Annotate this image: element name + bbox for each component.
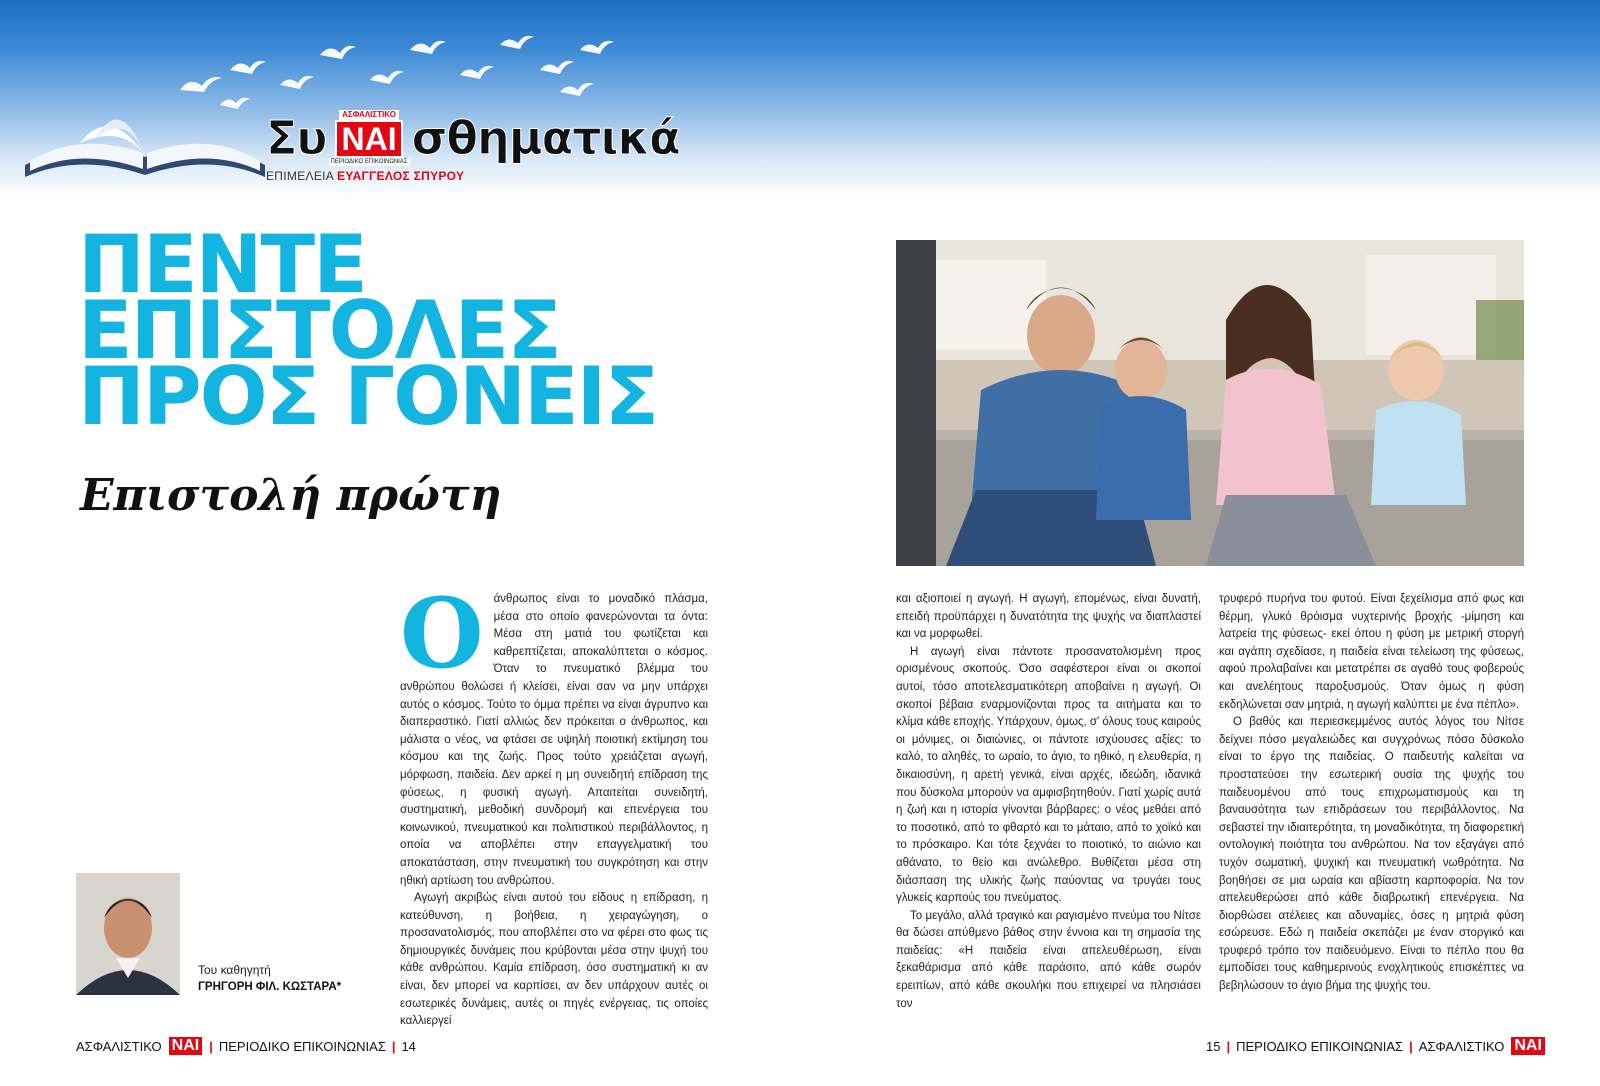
- magazine-header: [0, 0, 700, 200]
- footer-separator: |: [391, 1038, 396, 1054]
- brand-suffix: σθηματικά: [411, 111, 680, 165]
- author-name: ΓΡΗΓΟΡΗ ΦΙΛ. ΚΩΣΤΑΡΑ*: [198, 981, 342, 993]
- article-column-3: [1219, 591, 1524, 996]
- editor-name: ΕΥΑΓΓΕΛΟΣ ΣΠΥΡΟΥ: [337, 169, 465, 183]
- paragraph: και αξιοποιεί η αγωγή. Η αγωγή, επομένως, είναι δυνατή, επειδή προϋπάρχει η δυνατότητα της ψυχής να διαπλαστεί και να μορφωθεί.: [896, 593, 1201, 641]
- page-number: 15: [1206, 1038, 1221, 1054]
- footer-right: [1206, 1036, 1546, 1056]
- section-brand-logo: [266, 108, 680, 168]
- footer-subtitle: ΠΕΡΙΟΔΙΚΟ ΕΠΙΚΟΙΝΩΝΙΑΣ: [1236, 1038, 1404, 1054]
- paragraph: Το μεγάλο, αλλά τραγικό και ραγισμένο πνεύμα του Νίτσε θα δώσει απύθμενο βάθος στην έννοια και τη σημασία της παιδείας: «Η παιδεία είναι απελευθέρωση, είναι ξεκαθάρισμα από κάθε παράσιτο, από κάθε σωρόν ερειπίων, από κάθε σκουλήκι που επιχειρεί να πλησιάσει τον: [896, 909, 1201, 1010]
- open-book-illustration: [20, 95, 270, 190]
- author-photo: [76, 873, 180, 995]
- editor-label: ΕΠΙΜΕΛΕΙΑ: [266, 169, 334, 183]
- editor-credit: [266, 169, 464, 183]
- footer-nai-logo: [1510, 1036, 1546, 1056]
- footer-nai-logo: [168, 1036, 204, 1056]
- paragraph: Αγωγή ακριβώς είναι αυτού του είδους η επίδραση, η κατεύθυνση, η βοήθεια, η χειραγώγηση, ο προσανατολισμός, που αποβλέπει στο να φέρει στο φως τις δημιουργικές δυνάμεις που κρύβονται μέσα στην ψυχή του κάθε ανθρώπου. Καμία επίδραση, όσο συστηματική κι αν είναι, δεν μπορεί να καρπίσει, αν δεν υπάρχουν αυτές οι εσωτερικές δυνάμεις, αυτές οι πηγές ενέργειας, τις οποίες καλλιεργεί: [400, 892, 708, 1028]
- footer-separator: |: [209, 1038, 213, 1054]
- article-column-2: [896, 591, 1201, 1013]
- nai-logo-text: ΝΑΙ: [335, 120, 402, 158]
- title-line: ΠΡΟΣ ΓΟΝΕΙΣ: [78, 350, 658, 443]
- footer-nai-text: ΝΑΙ: [168, 1036, 204, 1056]
- title-line: ΠΕΝΤΕ: [78, 218, 366, 311]
- drop-cap: Ο: [400, 577, 484, 690]
- brand-prefix: Συ: [266, 111, 327, 165]
- nai-logo-top: ΑΣΦΑΛΙΣΤΙΚΟ: [339, 110, 399, 120]
- footer-left: [76, 1036, 416, 1056]
- paragraph: άνθρωπος είναι το μοναδικό πλάσμα, μέσα στο οποίο φανερώνονται τα όντα: Μέσα στη ματιά του φωτίζεται και καθρεπτίζεται, αποκαλύπτεται ο κόσμος. Όταν το πνευματικό βλέμμα του ανθρώπου θολώσει ή κλείσει, είναι σαν να μην υπάρχει αυτός ο κόσμος. Τούτο το όμμα πρέπει να είναι άγρυπνο και διαπεραστικό. Γιατί αλλιώς δεν πρόκειται ο άνθρωπος, και μάλιστα ο νέος, να φτάσει σε υψηλή ποιοτική εκτίμηση του κόσμου και της ζωής. Προς τούτο χρειάζεται αγωγή, μόρφωση, παιδεία. Δεν αρκεί η μη συνειδητή επίδραση της φύσεως, η φυσική αγωγή. Απαιτείται συνειδητή, συστηματική, μεθοδική συνδρομή και επενέργεια του κοινωνικού, πνευματικού και πολιτιστικού περιβάλλοντος, η οποία να αποβλέπει στην επαγγελματική του αποκατάσταση, στην πνευματική του συγκρότηση και στην ηθική αρτίωση του ανθρώπου.: [400, 593, 708, 887]
- paragraph: τρυφερό πυρήνα του φυτού. Είναι ξεχείλισμα από φως και θέρμη, γλυκό θρόισμα νυχτερινής βροχής -μίμηση και λατρεία της φύσεως- εκεί όπου η φύση με μετρική στοργή και αγάπη σχεδίασε, η παιδεία είναι τελείωση της φύσεως, αφού προλαβαίνει και μετατρέπει σε αγαθό τους φοβερούς και ανελέητους παροξυσμούς. Όταν όμως η φύση εκδηλώνεται σαν μητριά, η αγωγή καλύπτει με ένα πέπλο».: [1219, 593, 1524, 711]
- footer-subtitle: ΠΕΡΙΟΔΙΚΟ ΕΠΙΚΟΙΝΩΝΙΑΣ: [218, 1038, 386, 1054]
- footer-magazine-name: ΑΣΦΑΛΙΣΤΙΚΟ: [1418, 1038, 1505, 1054]
- family-photo: [896, 240, 1524, 566]
- footer-magazine-name: ΑΣΦΑΛΙΣΤΙΚΟ: [76, 1038, 162, 1054]
- title-line: ΕΠΙΣΤΟΛΕΣ: [78, 284, 560, 377]
- article-subtitle: Επιστολή πρώτη: [80, 470, 502, 521]
- paragraph: Ο βαθύς και περιεσκεμμένος αυτός λόγος του Νίτσε δείχνει πόσο μεγαλειώδες και συγχρόνως πόσο δύσκολο είναι το έργο της παιδείας. Ο παιδευτής καλείται να προστατεύσει την εσωτερική ουσία της ψυχής του παιδευομένου από τους επιχρωματισμούς και τη βαναυσότητα των επιδράσεων του περιβάλλοντος. Να σεβαστεί την ιδιαιτερότητα, τη μοναδικότητα, τη διαφορετική οντολογική ποιότητα του ανθρώπου. Να τον εξαγάγει από τυχόν σωματική, ψυχική και πνευματική νωθρότητα. Να βοηθήσει σε μια ωραία και αβίαστη καρποφορία. Να τον απελευθερώσει από κάθε διαβρωτική επενέργεια. Να διορθώσει ατέλειες και αδυναμίες, όσες η μητριά φύση εσώρευσε. Εδώ η παιδεία σκεπάζει με έναν στοργικό και τρυφερό τρόπο τον παιδευόμενο. Είναι το πέπλο που θα εμποδίσει τους καθημερινούς ενοχλητικούς επισκέπτες να βεβηλώσουν το άγιο βήμα της ψυχής του.: [1219, 716, 1524, 993]
- footer-separator: |: [1409, 1038, 1413, 1054]
- nai-logo-sub: ΠΕΡΙΟΔΙΚΟ ΕΠΙΚΟΙΝΩΝΙΑΣ: [330, 159, 408, 165]
- nai-logo: [329, 110, 410, 166]
- page-number: 14: [401, 1038, 416, 1054]
- footer-nai-text: ΝΑΙ: [1510, 1036, 1546, 1056]
- article-title: [78, 218, 658, 443]
- paragraph: Η αγωγή είναι πάντοτε προσανατολισμένη προς ορισμένους σκοπούς. Όσο σαφέστεροι είναι οι σκοποί αυτοί, τόσο αποτελεσματικότερη αποβαίνει η αγωγή. Οι σκοποί βέβαια εναρμονίζονται προς τα αιτήματα και το κλίμα κάθε εποχής. Υπάρχουν, όμως, σ' όλους τους καιρούς οι μόνιμες, οι διαιώνιες, οι πάντοτε ισχύουσες αξίες: το καλό, το αληθές, το ωραίο, το άγιο, το ηθικό, η ελευθερία, η δικαιοσύνη, η αρετή γενικά, είναι αρχές, ιδεώδη, ιδανικά που δύσκολα μπορούν να αμφισβητηθούν. Γιατί χωρίς αυτά η ζωή και η ιστορία γίνονται βάρβαρες: ο νέος μεθάει από το ποσοτικό, από το φθαρτό και το μάταιο, από το χοϊκό και το πρόσκαιρο. Και τότε ξεχνάει το ποιοτικό, το αιώνιο και αθάνατο, το θείο και ανώλεθρο. Βυθίζεται μέσα στη διάσπαση της υλικής ζωής παύοντας να τρυγάει τους γλυκείς καρπούς του πνεύματος.: [896, 645, 1201, 905]
- author-role: Του καθηγητή: [198, 963, 271, 977]
- article-column-1: [400, 577, 708, 1031]
- footer-separator: |: [1226, 1038, 1231, 1054]
